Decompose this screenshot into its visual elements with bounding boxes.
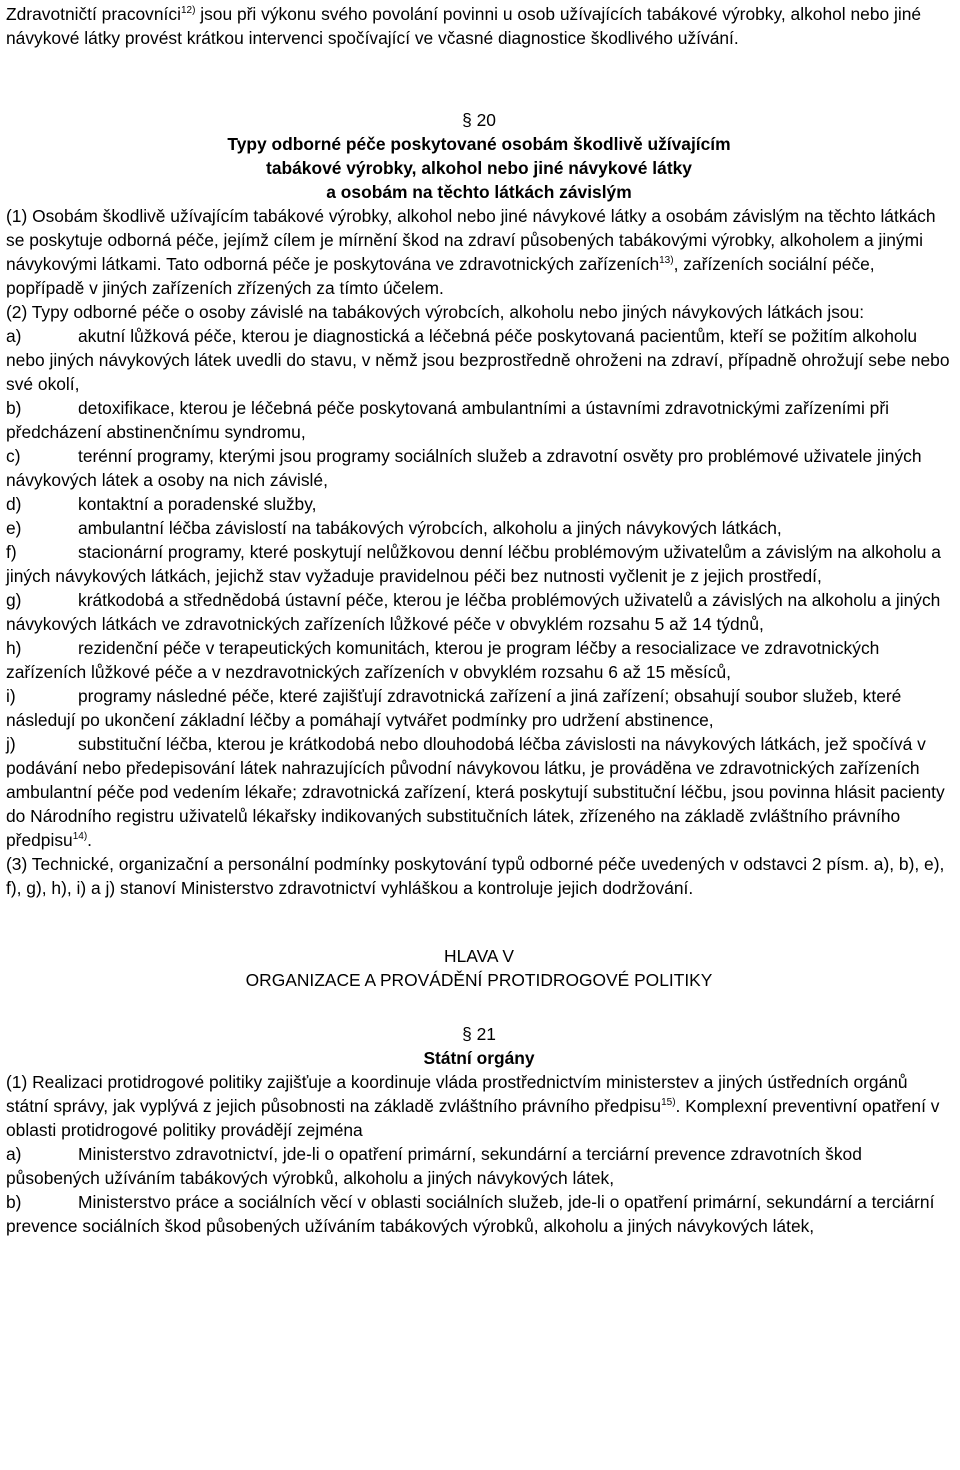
list-item: [6, 732, 952, 852]
chapter-heading-title: ORGANIZACE A PROVÁDĚNÍ PROTIDROGOVÉ POLITIKY: [245, 970, 713, 990]
section-20-paragraph-2-intro: (2) Typy odborné péče o osoby závislé na tabákových výrobcích, alkoholu nebo jiných návykových látkách jsou:: [6, 302, 865, 322]
list-item: [6, 396, 952, 444]
list-item-label: f): [6, 542, 17, 562]
list-item-label: h): [6, 638, 22, 658]
list-item-text-end: .: [87, 830, 93, 850]
intro-paragraph: [6, 2, 952, 50]
list-item: [6, 636, 952, 684]
section-20-paragraph-3: (3) Technické, organizační a personální podmínky poskytování typů odborné péče uvedených v odstavci 2 písm. a), b), e), f), g), h), i) a j) stanoví Ministerstvo zdravotnictví vyhláškou a kontroluje jejich dodržování.: [6, 854, 945, 898]
list-item-label: a): [6, 326, 22, 346]
section-20-paragraph-1-text-1: (1) Osobám škodlivě užívajícím tabákové výrobky, alkohol nebo jiné návykové látky a osobám závislým na těchto látkách se poskytuje odborná péče, jejímž cílem je mírnění škod na zdraví působených tabákovými výrobky, alkoholem a jinými návykovými látkami. Tato odborná péče je poskytována ve zdravotnických zařízeních: [6, 206, 936, 274]
section-20-paragraph-1-text-2: , zařízeních sociální péče, popřípadě v jiných zařízeních zřízených za tímto účelem.: [6, 254, 875, 298]
list-item-label: b): [6, 1192, 22, 1212]
list-item: [6, 684, 952, 732]
list-item-label: e): [6, 518, 22, 538]
list-item: [6, 1142, 952, 1190]
list-item-label: c): [6, 446, 21, 466]
list-item-label: i): [6, 686, 16, 706]
footnote-ref-13: 13): [659, 255, 674, 266]
list-item-label: d): [6, 494, 22, 514]
section-20-number: § 20: [462, 110, 496, 130]
intro-text-2: jsou při výkonu svého povolání povinni u osob užívajících tabákové výrobky, alkohol nebo jiné návykové látky provést krátkou intervenci spočívající ve včasné diagnostice škodlivého užívání.: [6, 4, 922, 48]
intro-text-1: Zdravotničtí pracovníci: [6, 4, 181, 24]
list-item-text: terénní programy, kterými jsou programy sociálních služeb a zdravotní osvěty pro problémové uživatele jiných návykových látek a osoby na nich závislé,: [6, 446, 922, 490]
list-item: [6, 444, 952, 492]
list-item-label: j): [6, 734, 16, 754]
list-item-text: krátkodobá a střednědobá ústavní péče, kterou je léčba problémových uživatelů a závislých na alkoholu a jiných návykových látkách ve zdravotnických zařízeních lůžkové péče v obvyklém rozsahu 5 až 14 týdnů,: [6, 590, 941, 634]
list-item-text: Ministerstvo práce a sociálních věcí v oblasti sociálních služeb, jde-li o opatření primární, sekundární a terciární prevence sociálních škod působených užíváním tabákových výrobků, alkoholu a jiných návykových látek,: [6, 1192, 935, 1236]
list-item: [6, 324, 952, 396]
footnote-ref-15: 15): [661, 1097, 676, 1108]
chapter-heading-number: HLAVA V: [444, 946, 514, 966]
section-21-paragraph-1: [6, 1070, 952, 1142]
section-20-paragraph-1: [6, 204, 952, 300]
list-item-text: programy následné péče, které zajišťují zdravotnická zařízení a jiná zařízení; obsahují soubor služeb, které následují po ukončení základní léčby a pomáhají vytvářet podmínky pro udržení abstinence,: [6, 686, 902, 730]
footnote-ref-14: 14): [72, 831, 88, 842]
list-item: [6, 1190, 952, 1238]
list-item-text: stacionární programy, které poskytují nelůžkovou denní léčbu problémovým uživatelům a závislým na alkoholu a jiných návykových látkách, jejichž stav vyžaduje pravidelnou péči bez nutnosti vyčlenit je z jejich prostředí,: [6, 542, 941, 586]
list-item-text: akutní lůžková péče, kterou je diagnostická a léčebná péče poskytovaná pacientům, kteří se požitím alkoholu nebo jiných návykových látek uvedli do stavu, v němž jsou bezprostředně ohroženi na zdraví, případně ohrožují sebe nebo své okolí,: [6, 326, 950, 394]
list-item: [6, 540, 952, 588]
list-item-text: detoxifikace, kterou je léčebná péče poskytovaná ambulantními a ústavními zdravotnickými zařízeními při předcházení abstinenčnímu syndromu,: [6, 398, 889, 442]
section-20-title-line-1: Typy odborné péče poskytované osobám škodlivě užívajícím: [227, 134, 731, 154]
list-item-text: substituční léčba, kterou je krátkodobá nebo dlouhodobá léčba závislosti na návykových látkách, jež spočívá v podávání nebo předepisování látek nahrazujících původní návykovou látku, je prováděna ve zdravotnických zařízeních ambulantní péče pod vedením lékaře; zdravotnická zařízení, která poskytují substituční léčbu, jsou povinna hlásit pacienty do Národního registru uživatelů lékařsky indikovaných substitučních látek, zřízeného na základě zvláštního právního předpisu: [6, 734, 945, 850]
list-item-text: Ministerstvo zdravotnictví, jde-li o opatření primární, sekundární a terciární prevence zdravotních škod působených užíváním tabákových výrobků, alkoholu a jiných návykových látek,: [6, 1144, 862, 1188]
list-item-text: kontaktní a poradenské služby,: [78, 494, 317, 514]
section-21-title: Státní orgány: [423, 1048, 535, 1068]
section-20-title-line-2: tabákové výrobky, alkohol nebo jiné návykové látky: [266, 158, 692, 178]
list-item: [6, 516, 952, 540]
list-item-text: rezidenční péče v terapeutických komunitách, kterou je program léčby a resocializace ve zdravotnických zařízeních lůžkové péče a v nezdravotnických zařízeních v obvyklém rozsahu 6 až 15 měsíců,: [6, 638, 880, 682]
section-21-number: § 21: [462, 1024, 496, 1044]
section-21-paragraph-1-text-1: (1) Realizaci protidrogové politiky zajišťuje a koordinuje vláda prostřednictvím ministerstev a jiných ústředních orgánů státní správy, jak vyplývá z jejich působnosti na základě zvláštního právního předpisu: [6, 1072, 908, 1116]
list-item: [6, 588, 952, 636]
list-item-label: g): [6, 590, 22, 610]
list-item: [6, 492, 952, 516]
section-20-title-line-3: a osobám na těchto látkách závislým: [326, 182, 632, 202]
footnote-ref-12: 12): [180, 5, 196, 16]
list-item-label: b): [6, 398, 22, 418]
list-item-text: ambulantní léčba závislostí na tabákových výrobcích, alkoholu a jiných návykových látkách,: [78, 518, 782, 538]
section-21-paragraph-1-text-2: . Komplexní preventivní opatření v oblasti protidrogové politiky provádějí zejména: [6, 1096, 940, 1140]
list-item-label: a): [6, 1144, 22, 1164]
document-page: [0, 2, 960, 1470]
